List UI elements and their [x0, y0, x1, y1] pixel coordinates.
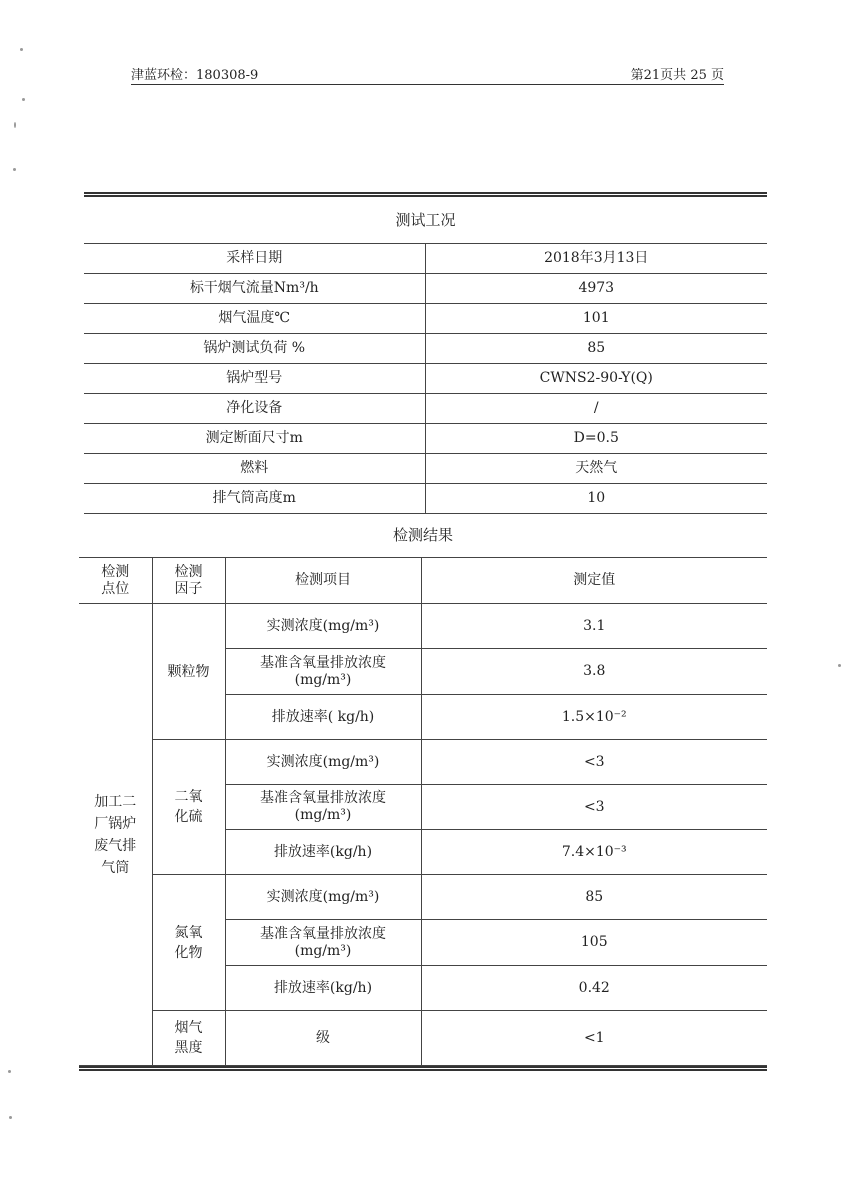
- condition-label: 标干烟气流量Nm³/h: [84, 274, 425, 304]
- condition-value: 101: [425, 304, 767, 334]
- condition-label: 净化设备: [84, 394, 425, 424]
- test-item: 基准含氧量排放浓度 (mg/m³): [225, 785, 421, 830]
- sampling-point: 加工二 厂锅炉 废气排 气筒: [79, 604, 152, 1066]
- condition-label: 锅炉型号: [84, 364, 425, 394]
- condition-label: 测定断面尺寸m: [84, 424, 425, 454]
- test-results-table: [79, 513, 767, 1071]
- condition-label: 烟气温度℃: [84, 304, 425, 334]
- condition-value: 天然气: [425, 454, 767, 484]
- condition-value: 10: [425, 484, 767, 514]
- measured-value: 7.4×10⁻³: [421, 830, 767, 875]
- condition-value: CWNS2-90-Y(Q): [425, 364, 767, 394]
- condition-row: [84, 304, 767, 334]
- test-item: 基准含氧量排放浓度 (mg/m³): [225, 920, 421, 966]
- condition-row: [84, 454, 767, 484]
- result-row: [79, 1011, 767, 1066]
- table-bottom-rule: [79, 1066, 767, 1071]
- test-item: 实测浓度(mg/m³): [225, 875, 421, 920]
- condition-row: [84, 424, 767, 454]
- measured-value: 105: [421, 920, 767, 966]
- header-factor: 检测 因子: [152, 558, 225, 604]
- report-number: 津蓝环检：180308-9: [131, 68, 259, 83]
- condition-row: [84, 364, 767, 394]
- test-factor: 氮氧 化物: [152, 875, 225, 1011]
- test-item: 实测浓度(mg/m³): [225, 604, 421, 649]
- header-value: 测定值: [421, 558, 767, 604]
- test-item: 排放速率( kg/h): [225, 695, 421, 740]
- measured-value: 85: [421, 875, 767, 920]
- condition-value: D=0.5: [425, 424, 767, 454]
- test-factor: 二氧 化硫: [152, 740, 225, 875]
- condition-value: 4973: [425, 274, 767, 304]
- test-item: 排放速率(kg/h): [225, 966, 421, 1011]
- measured-value: <3: [421, 785, 767, 830]
- measured-value: 0.42: [421, 966, 767, 1011]
- test-item: 排放速率(kg/h): [225, 830, 421, 875]
- condition-label: 燃料: [84, 454, 425, 484]
- condition-row: [84, 394, 767, 424]
- condition-label: 锅炉测试负荷 %: [84, 334, 425, 364]
- header-point: 检测 点位: [79, 558, 152, 604]
- test-item: 基准含氧量排放浓度 (mg/m³): [225, 649, 421, 695]
- condition-value: /: [425, 394, 767, 424]
- conditions-title: 测试工况: [84, 197, 767, 244]
- page-header: [131, 62, 724, 85]
- measured-value: 3.1: [421, 604, 767, 649]
- result-row: [79, 740, 767, 785]
- measured-value: <3: [421, 740, 767, 785]
- condition-row: [84, 274, 767, 304]
- header-item: 检测项目: [225, 558, 421, 604]
- measured-value: 3.8: [421, 649, 767, 695]
- test-factor: 颗粒物: [152, 604, 225, 740]
- test-item: 实测浓度(mg/m³): [225, 740, 421, 785]
- results-title: 检测结果: [79, 513, 767, 558]
- condition-value: 85: [425, 334, 767, 364]
- condition-label: 采样日期: [84, 244, 425, 274]
- test-conditions-table: [84, 192, 767, 514]
- measured-value: <1: [421, 1011, 767, 1066]
- condition-row: [84, 244, 767, 274]
- result-row: [79, 875, 767, 920]
- condition-row: [84, 334, 767, 364]
- condition-value: 2018年3月13日: [425, 244, 767, 274]
- condition-row: [84, 484, 767, 514]
- result-row: [79, 604, 767, 649]
- test-factor: 烟气 黑度: [152, 1011, 225, 1066]
- test-item: 级: [225, 1011, 421, 1066]
- page-info: 第21页共 25 页: [630, 68, 724, 83]
- condition-label: 排气筒高度m: [84, 484, 425, 514]
- measured-value: 1.5×10⁻²: [421, 695, 767, 740]
